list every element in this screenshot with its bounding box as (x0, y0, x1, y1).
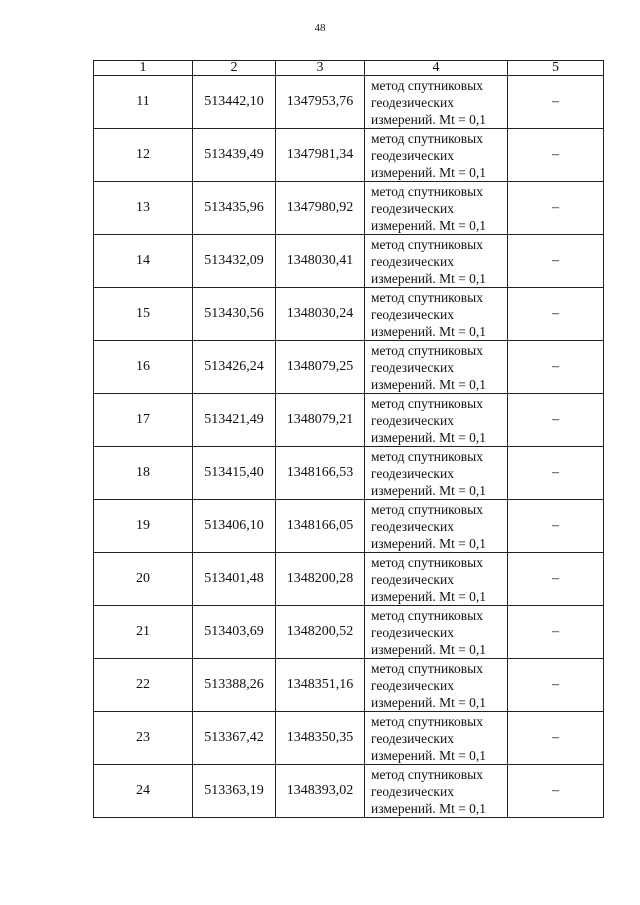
x-coordinate-cell: 513367,42 (193, 712, 276, 765)
x-coordinate-cell: 513421,49 (193, 394, 276, 447)
table-row (94, 394, 604, 447)
coordinates-table (93, 60, 604, 818)
point-number-cell: 17 (94, 394, 193, 447)
method-line: метод спутниковых (371, 183, 483, 199)
x-coordinate-cell: 513430,56 (193, 288, 276, 341)
page-number: 48 (314, 22, 326, 34)
y-coordinate-cell: 1348030,41 (276, 235, 365, 288)
point-number-cell: 19 (94, 500, 193, 553)
note-cell: – (508, 712, 604, 765)
table-row (94, 76, 604, 129)
point-number-cell: 21 (94, 606, 193, 659)
method-line: метод спутниковых (371, 554, 483, 570)
point-number-cell: 22 (94, 659, 193, 712)
method-line: метод спутниковых (371, 289, 483, 305)
column-header-3: 3 (276, 61, 365, 76)
method-cell (365, 235, 508, 288)
point-number-cell: 13 (94, 182, 193, 235)
y-coordinate-cell: 1347980,92 (276, 182, 365, 235)
method-line: геодезических (371, 571, 454, 587)
method-cell (365, 606, 508, 659)
x-coordinate-cell: 513388,26 (193, 659, 276, 712)
method-line: измерений. Mt = 0,1 (371, 694, 487, 710)
column-header-5: 5 (508, 61, 604, 76)
y-coordinate-cell: 1348351,16 (276, 659, 365, 712)
note-cell: – (508, 182, 604, 235)
method-line: измерений. Mt = 0,1 (371, 747, 487, 763)
header-row (94, 61, 604, 76)
note-cell: – (508, 235, 604, 288)
method-line: измерений. Mt = 0,1 (371, 482, 487, 498)
table-row (94, 341, 604, 394)
method-line: измерений. Mt = 0,1 (371, 323, 487, 339)
point-number-cell: 20 (94, 553, 193, 606)
y-coordinate-cell: 1348166,53 (276, 447, 365, 500)
method-line: метод спутниковых (371, 501, 483, 517)
x-coordinate-cell: 513435,96 (193, 182, 276, 235)
x-coordinate-cell: 513426,24 (193, 341, 276, 394)
x-coordinate-cell: 513432,09 (193, 235, 276, 288)
column-header-4: 4 (365, 61, 508, 76)
method-line: измерений. Mt = 0,1 (371, 429, 487, 445)
method-line: метод спутниковых (371, 236, 483, 252)
note-cell: – (508, 553, 604, 606)
method-line: метод спутниковых (371, 130, 483, 146)
method-line: метод спутниковых (371, 342, 483, 358)
method-line: измерений. Mt = 0,1 (371, 641, 487, 657)
note-cell: – (508, 659, 604, 712)
method-line: геодезических (371, 730, 454, 746)
method-line: измерений. Mt = 0,1 (371, 270, 487, 286)
method-cell (365, 76, 508, 129)
method-line: геодезических (371, 200, 454, 216)
table-row (94, 712, 604, 765)
note-cell: – (508, 606, 604, 659)
table-row (94, 500, 604, 553)
x-coordinate-cell: 513406,10 (193, 500, 276, 553)
point-number-cell: 12 (94, 129, 193, 182)
table-row (94, 447, 604, 500)
method-cell (365, 500, 508, 553)
point-number-cell: 23 (94, 712, 193, 765)
x-coordinate-cell: 513415,40 (193, 447, 276, 500)
method-cell (365, 659, 508, 712)
x-coordinate-cell: 513401,48 (193, 553, 276, 606)
method-cell (365, 765, 508, 818)
note-cell: – (508, 394, 604, 447)
note-cell: – (508, 341, 604, 394)
method-cell (365, 712, 508, 765)
point-number-cell: 24 (94, 765, 193, 818)
y-coordinate-cell: 1348200,52 (276, 606, 365, 659)
method-line: метод спутниковых (371, 713, 483, 729)
y-coordinate-cell: 1348079,21 (276, 394, 365, 447)
y-coordinate-cell: 1348030,24 (276, 288, 365, 341)
x-coordinate-cell: 513363,19 (193, 765, 276, 818)
method-line: геодезических (371, 677, 454, 693)
method-line: геодезических (371, 94, 454, 110)
point-number-cell: 11 (94, 76, 193, 129)
table-body (94, 76, 604, 818)
y-coordinate-cell: 1348350,35 (276, 712, 365, 765)
method-line: геодезических (371, 518, 454, 534)
note-cell: – (508, 765, 604, 818)
method-line: геодезических (371, 359, 454, 375)
method-line: геодезических (371, 306, 454, 322)
note-cell: – (508, 288, 604, 341)
method-line: измерений. Mt = 0,1 (371, 111, 487, 127)
y-coordinate-cell: 1348200,28 (276, 553, 365, 606)
y-coordinate-cell: 1348166,05 (276, 500, 365, 553)
note-cell: – (508, 76, 604, 129)
x-coordinate-cell: 513442,10 (193, 76, 276, 129)
method-line: метод спутниковых (371, 660, 483, 676)
x-coordinate-cell: 513439,49 (193, 129, 276, 182)
method-line: измерений. Mt = 0,1 (371, 588, 487, 604)
method-line: метод спутниковых (371, 448, 483, 464)
method-cell (365, 447, 508, 500)
method-line: геодезических (371, 147, 454, 163)
method-line: измерений. Mt = 0,1 (371, 800, 487, 816)
method-line: измерений. Mt = 0,1 (371, 164, 487, 180)
table-row (94, 182, 604, 235)
point-number-cell: 18 (94, 447, 193, 500)
method-line: геодезических (371, 253, 454, 269)
y-coordinate-cell: 1348393,02 (276, 765, 365, 818)
table-row (94, 129, 604, 182)
method-line: измерений. Mt = 0,1 (371, 535, 487, 551)
method-cell (365, 394, 508, 447)
method-line: измерений. Mt = 0,1 (371, 217, 487, 233)
table-row (94, 659, 604, 712)
point-number-cell: 16 (94, 341, 193, 394)
method-line: геодезических (371, 624, 454, 640)
method-line: измерений. Mt = 0,1 (371, 376, 487, 392)
method-cell (365, 341, 508, 394)
table-row (94, 235, 604, 288)
method-line: геодезических (371, 412, 454, 428)
table-row (94, 288, 604, 341)
y-coordinate-cell: 1347981,34 (276, 129, 365, 182)
method-line: метод спутниковых (371, 395, 483, 411)
method-line: геодезических (371, 783, 454, 799)
column-header-1: 1 (94, 61, 193, 76)
method-cell (365, 129, 508, 182)
y-coordinate-cell: 1348079,25 (276, 341, 365, 394)
y-coordinate-cell: 1347953,76 (276, 76, 365, 129)
note-cell: – (508, 129, 604, 182)
method-line: метод спутниковых (371, 77, 483, 93)
method-line: метод спутниковых (371, 766, 483, 782)
method-cell (365, 288, 508, 341)
method-line: геодезических (371, 465, 454, 481)
point-number-cell: 14 (94, 235, 193, 288)
column-header-2: 2 (193, 61, 276, 76)
table-header (94, 61, 604, 76)
note-cell: – (508, 500, 604, 553)
x-coordinate-cell: 513403,69 (193, 606, 276, 659)
table-row (94, 553, 604, 606)
table-row (94, 765, 604, 818)
method-line: метод спутниковых (371, 607, 483, 623)
method-cell (365, 553, 508, 606)
point-number-cell: 15 (94, 288, 193, 341)
method-cell (365, 182, 508, 235)
table-row (94, 606, 604, 659)
note-cell: – (508, 447, 604, 500)
